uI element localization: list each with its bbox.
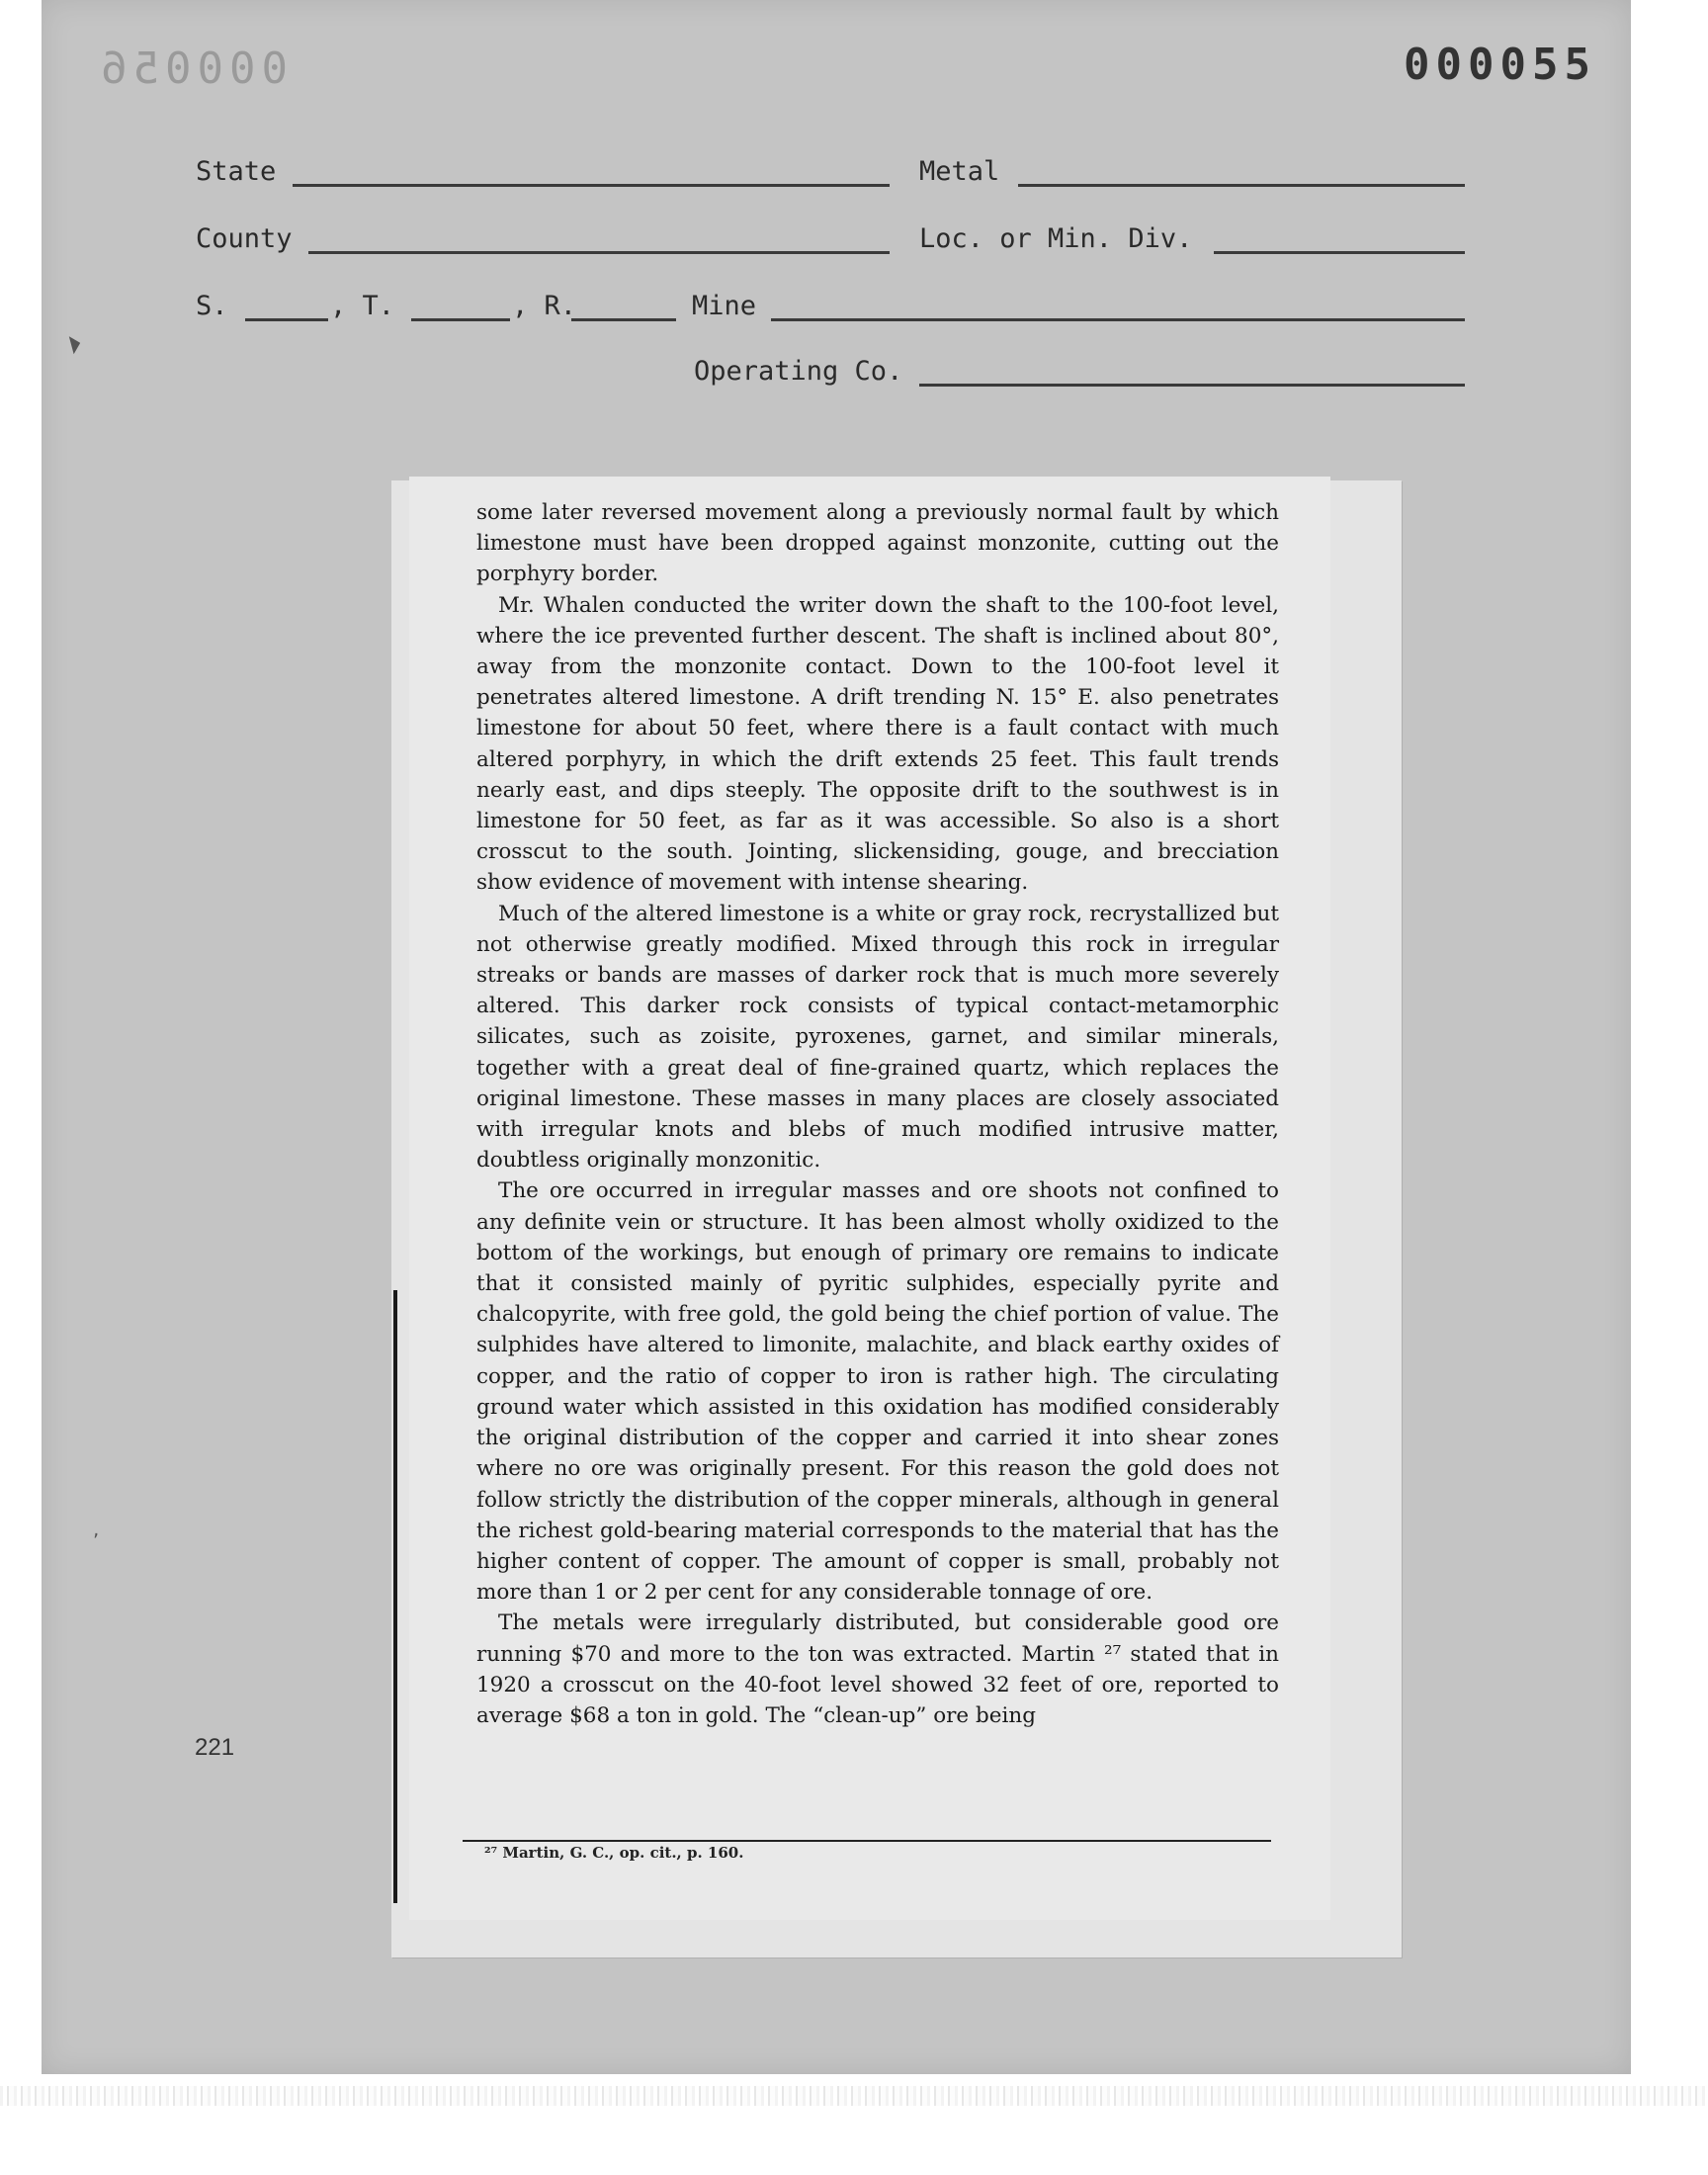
scan-speck: ◥: [59, 330, 84, 359]
mine-field[interactable]: [771, 318, 1465, 321]
scan-speck: ʼ: [91, 1530, 101, 1549]
section-label: S.: [196, 291, 228, 321]
county-field[interactable]: [308, 251, 890, 254]
county-label: County: [196, 223, 293, 254]
section-field[interactable]: [245, 318, 328, 321]
document-number: 000055: [1404, 40, 1596, 90]
range-label: , R.: [512, 291, 577, 321]
loc-label: Loc. or Min. Div.: [919, 223, 1193, 254]
paste-edge-bar: [393, 1290, 397, 1903]
range-field[interactable]: [571, 318, 676, 321]
metal-label: Metal: [919, 156, 1000, 187]
page-number: 221: [195, 1734, 235, 1761]
paragraph: The metals were irregularly distributed, but considerable good ore running $70 and more to the ton was extracted. Martin ²⁷ stated that in 1920 a crosscut on the 40-foot level showed 32 feet of ore, reported to average $68 a ton in gold. The “clean-up” ore being: [476, 1610, 1279, 1728]
state-label: State: [196, 156, 277, 187]
scan-edge-strip: [0, 2086, 1708, 2106]
paragraph: Mr. Whalen conducted the writer down the shaft to the 100-foot level, where the ice prevented further descent. The shaft is inclined about 80°, away from the monzonite contact. Down to the 100-foot level it penetrates altered limestone. A drift trending N. 15° E. also penetrates limestone for about 50 feet, where there is a fault contact with much altered porphyry, in which the drift extends 25 feet. This fault trends nearly east, and dips steeply. The opposite drift to the southwest is in limestone for 50 feet, as far as it was accessible. So also is a short crosscut to the south. Jointing, slickensiding, gouge, and brecciation show evidence of movement with intense shearing.: [476, 592, 1279, 896]
ghost-document-number: 000056: [95, 44, 288, 94]
paragraph: The ore occurred in irregular masses and ore shoots not confined to any definite vein or structure. It has been almost wholly oxidized to the bottom of the workings, but enough of primary ore remains to indicate that it consisted mainly of pyritic sulphides, especially pyrite and chalcopyrite, with free gold, the gold being the chief portion of value. The sulphides have altered to limonite, malachite, and black earthy oxides of copper, and the ratio of copper to iron is rather high. The circulating ground water which assisted in this oxidation has modified considerably the original distribution of the copper and carried it into shear zones where no ore was originally present. For this reason the gold does not follow strictly the distribution of the copper minerals, although in general the richest gold-bearing material corresponds to the material that has the higher content of copper. The amount of copper is small, probably not more than 1 or 2 per cent for any considerable tonnage of ore.: [476, 1178, 1279, 1606]
article-text: [476, 497, 1279, 1731]
metal-field[interactable]: [1018, 184, 1465, 187]
township-field[interactable]: [411, 318, 510, 321]
loc-field[interactable]: [1214, 251, 1465, 254]
paragraph: some later reversed movement along a previously normal fault by which limestone must have been dropped against monzonite, cutting out the porphyry border.: [476, 500, 1279, 587]
mine-label: Mine: [692, 291, 757, 321]
footnote: ²⁷ Martin, G. C., op. cit., p. 160.: [484, 1844, 744, 1862]
operating-co-label: Operating Co.: [694, 356, 903, 387]
footnote-rule: [463, 1840, 1271, 1842]
state-field[interactable]: [293, 184, 890, 187]
paragraph: Much of the altered limestone is a white or gray rock, recrystallized but not otherwise greatly modified. Mixed through this rock in irregular streaks or bands are masses of darker rock that is much more severely altered. This darker rock consists of typical contact-metamorphic silicates, such as zoisite, pyroxenes, garnet, and similar minerals, together with a great deal of fine-grained quartz, which replaces the original limestone. These masses in many places are closely associated with irregular knots and blebs of much modified intrusive matter, doubtless originally monzonitic.: [476, 901, 1279, 1174]
township-label: , T.: [330, 291, 395, 321]
operating-co-field[interactable]: [919, 384, 1465, 387]
